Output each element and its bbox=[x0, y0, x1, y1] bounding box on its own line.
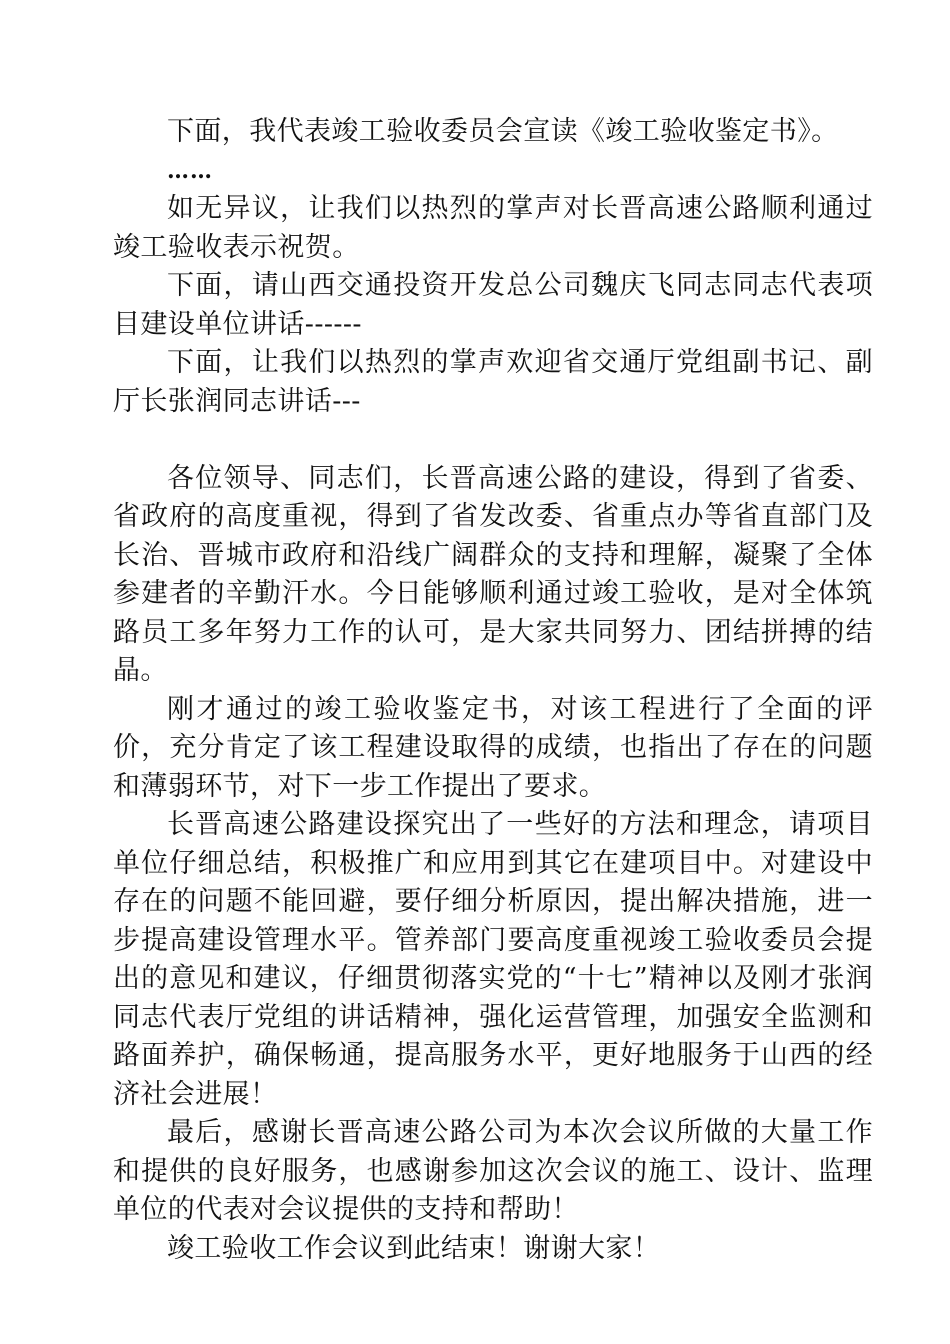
paragraph-closing: 竣工验收工作会议到此结束！谢谢大家！ bbox=[167, 1232, 661, 1264]
blank-line bbox=[113, 421, 873, 460]
paragraph-deputy-speech: 下面，让我们以热烈的掌声欢迎省交通厅党组副书记、副厅长张润同志讲话--- bbox=[113, 347, 873, 417]
paragraph-builder-speech: 下面，请山西交通投资开发总公司魏庆飞同志同志代表项目建设单位讲话------ bbox=[113, 270, 873, 340]
ellipsis-marker: …… bbox=[167, 157, 213, 184]
paragraph-congratulation: 如无异议，让我们以热烈的掌声对长晋高速公路顺利通过竣工验收表示祝贺。 bbox=[113, 193, 873, 263]
paragraph-thanks: 最后，感谢长晋高速公路公司为本次会议所做的大量工作和提供的良好服务，也感谢参加这次会议的施工、设计、监理单位的代表对会议提供的支持和帮助！ bbox=[113, 1117, 873, 1225]
paragraph-appraisal: 刚才通过的竣工验收鉴定书，对该工程进行了全面的评价，充分肯定了该工程建设取得的成绩，也指出了存在的问题和薄弱环节，对下一步工作提出了要求。 bbox=[113, 693, 873, 802]
paragraph-announce-reading: 下面，我代表竣工验收委员会宣读《竣工验收鉴定书》。 bbox=[167, 116, 839, 147]
paragraph-requirements: 长晋高速公路建设探究出了一些好的方法和理念，请项目单位仔细总结，积极推广和应用到其它在建项目中。对建设中存在的问题不能回避，要仔细分析原因，提出解决措施，进一步提高建设管理水平。管养部门要高度重视竣工验收委员会提出的意见和建议，仔细贯彻落实党的“十七”精神以及刚才张润同志代表厅党组的讲话精神，强化运营管理，加强安全监测和路面养护，确保畅通，提高服务水平，更好地服务于山西的经济社会进展！ bbox=[113, 809, 873, 1110]
document-body bbox=[113, 113, 873, 1268]
paragraph-acknowledgement: 各位领导、同志们，长晋高速公路的建设，得到了省委、省政府的高度重视，得到了省发改委、省重点办等省直部门及长治、晋城市政府和沿线广阔群众的支持和理解，凝聚了全体参建者的辛勤汗水。今日能够顺利通过竣工验收，是对全体筑路员工多年努力工作的认可，是大家共同努力、团结拼搏的结晶。 bbox=[113, 462, 873, 686]
